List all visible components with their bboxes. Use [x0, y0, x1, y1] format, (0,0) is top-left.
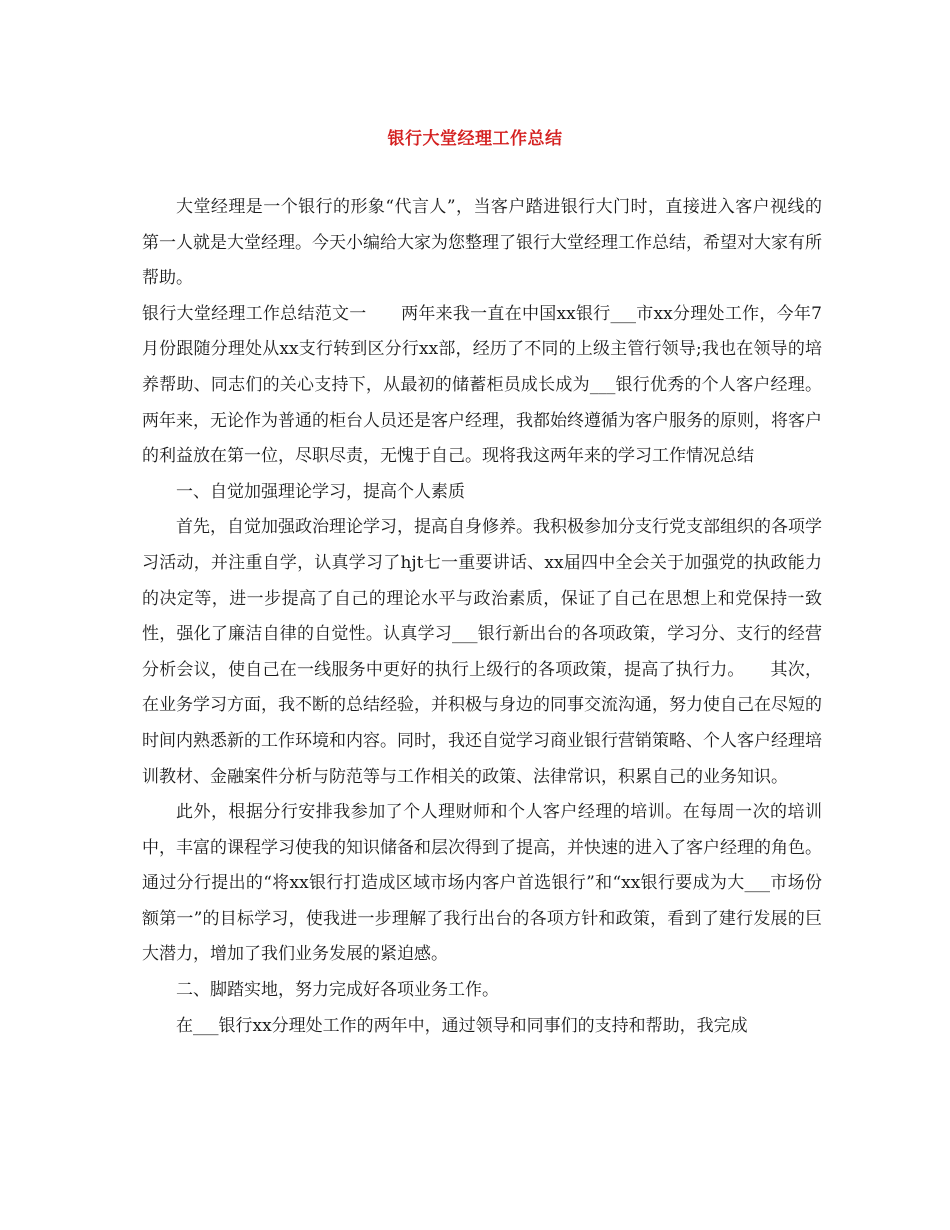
- paragraph-intro: 大堂经理是一个银行的形象“代言人”，当客户踏进银行大门时，直接进入客户视线的第一人就是大堂经理。今天小编给大家为您整理了银行大堂经理工作总结，希望对大家有所帮助。: [142, 197, 822, 289]
- section-heading-business-work: 二、脚踏实地，努力完成好各项业务工作。: [176, 980, 499, 1001]
- document-title: 银行大堂经理工作总结: [387, 129, 563, 149]
- paragraph-theory-study: 首先，自觉加强政治理论学习，提高自身修养。我积极参加分支行党支部组织的各项学习活动，并注重自学，认真学习了hjt七一重要讲话、xx届四中全会关于加强党的执政能力的决定等，进一步提高了自己的理论水平与政治素质，保证了自己在思想上和党保持一致性，强化了廉洁自律的自觉性。认真学习___银行新出台的各项政策，学习分、支行的经营分析会议，使自己在一线服务中更好的执行上级行的各项政策，提高了执行力。 其次，在业务学习方面，我不断的总结经验，并积极与身边的同事交流沟通，努力使自己在尽短的时间内熟悉新的工作环境和内容。同时，我还自觉学习商业银行营销策略、个人客户经理培训教材、金融案件分析与防范等与工作相关的政策、法律常识，积累自己的业务知识。: [142, 517, 822, 787]
- paragraph-training: 此外，根据分行安排我参加了个人理财师和个人客户经理的培训。在每周一次的培训中，丰富的课程学习使我的知识储备和层次得到了提高，并快速的进入了客户经理的角色。通过分行提出的“将xx银行打造成区域市场内客户首选银行”和“xx银行要成为大___市场份额第一”的目标学习，使我进一步理解了我行出台的各项方针和政策，看到了建行发展的巨大潜力，增加了我们业务发展的紧迫感。: [142, 802, 822, 965]
- paragraph-sample-one: 银行大堂经理工作总结范文一 两年来我一直在中国xx银行___市xx分理处工作，今年7月份跟随分理处从xx支行转到区分行xx部，经历了不同的上级主管行领导;我也在领导的培养帮助、同志们的关心支持下，从最初的储蓄柜员成长成为___银行优秀的个人客户经理。两年来，无论作为普通的柜台人员还是客户经理，我都始终遵循为客户服务的原则，将客户的利益放在第一位，尽职尽责，无愧于自己。现将我这两年来的学习工作情况总结: [142, 303, 822, 467]
- section-heading-theory-study: 一、自觉加强理论学习，提高个人素质: [176, 481, 465, 502]
- paragraph-business-work: 在___银行xx分理处工作的两年中，通过领导和同事们的支持和帮助，我完成: [176, 1015, 748, 1036]
- document-body: [142, 190, 822, 1044]
